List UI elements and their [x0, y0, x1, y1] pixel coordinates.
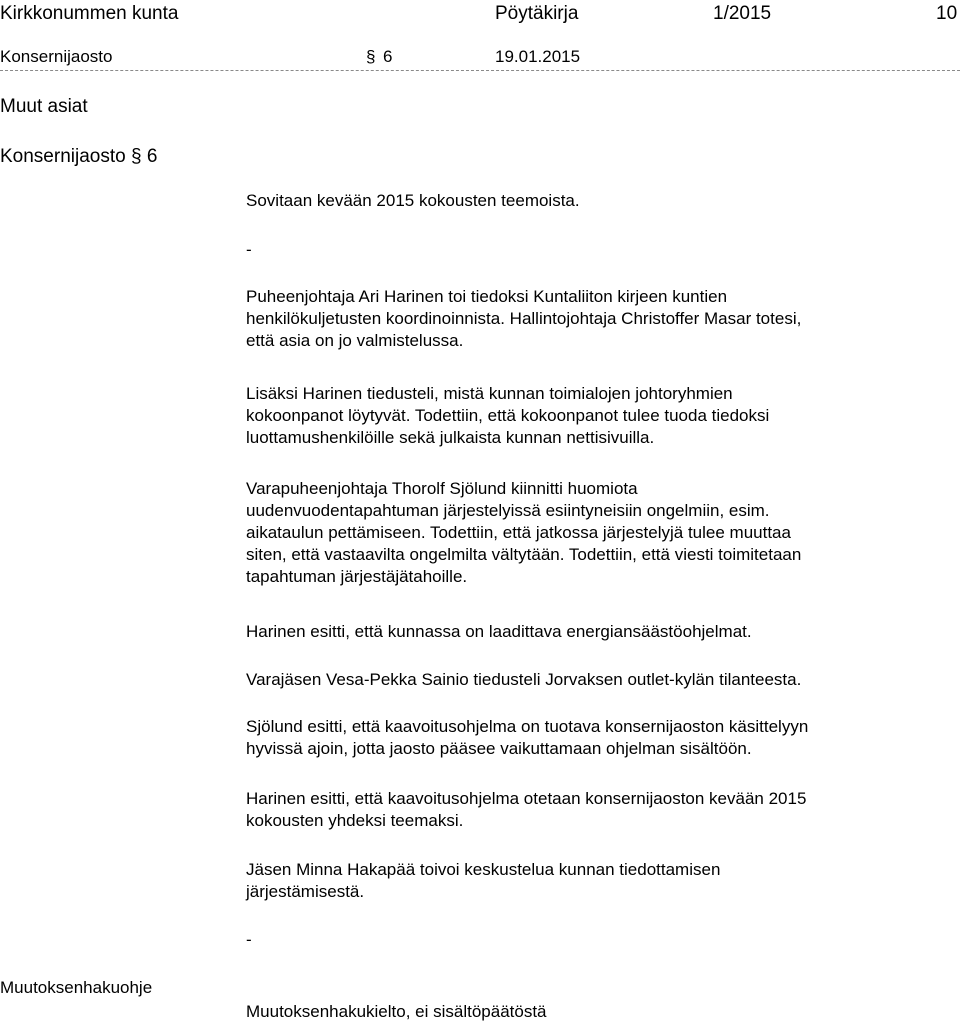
dash-separator: -: [246, 930, 252, 949]
paragraph-line: Sjölund esitti, että kaavoitusohjelma on tuotava konsernijaoston käsittelyyn: [246, 717, 809, 736]
appeal-instructions-value: Muutoksenhakukielto, ei sisältöpäätöstä: [246, 1002, 547, 1021]
paragraph: [246, 383, 958, 449]
paragraph-line: Varapuheenjohtaja Thorolf Sjölund kiinnitti huomiota: [246, 479, 638, 498]
paragraph: [246, 669, 958, 691]
dash-separator: -: [246, 240, 252, 259]
meeting-date: 19.01.2015: [495, 47, 581, 66]
section-subtitle: Konsernijaosto § 6: [0, 146, 158, 167]
paragraph: [246, 716, 958, 760]
paragraph-line: aikataulun pettämiseen. Todettiin, että jatkossa järjestelyjä tulee muuttaa: [246, 523, 791, 542]
paragraph: [246, 478, 958, 588]
section-title: Muut asiat: [0, 96, 88, 117]
document-type: Pöytäkirja: [495, 3, 579, 24]
paragraph-line: tapahtuman järjestäjätahoille.: [246, 567, 468, 586]
body-name: Konsernijaosto: [0, 47, 113, 66]
paragraph: [246, 621, 958, 643]
paragraph-line: Harinen esitti, että kaavoitusohjelma otetaan konsernijaoston kevään 2015: [246, 789, 807, 808]
paragraph-line: siten, että vastaavilta ongelmilta vältytään. Todettiin, että viesti toimitetaan: [246, 545, 802, 564]
intro-text: Sovitaan kevään 2015 kokousten teemoista.: [246, 191, 580, 210]
paragraph: [246, 859, 958, 903]
paragraph-line: henkilökuljetusten koordinoinnista. Hallintojohtaja Christoffer Masar totesi,: [246, 309, 802, 328]
paragraph-line: Harinen esitti, että kunnassa on laadittava energiansäästöohjelmat.: [246, 622, 752, 641]
header-divider: [0, 70, 960, 71]
paragraph-line: Varajäsen Vesa-Pekka Sainio tiedusteli Jorvaksen outlet-kylän tilanteesta.: [246, 670, 802, 689]
paragraph-line: kokousten yhdeksi teemaksi.: [246, 811, 464, 830]
section-mark: §: [366, 47, 376, 66]
paragraph-line: kokoonpanot löytyvät. Todettiin, että kokoonpanot tulee tuoda tiedoksi: [246, 406, 770, 425]
page-number: 10: [936, 3, 958, 24]
appeal-instructions-label: Muutoksenhakuohje: [0, 978, 153, 997]
paragraph-line: järjestämisestä.: [246, 882, 365, 901]
paragraph-line: luottamushenkilöille sekä julkaista kunnan nettisivuilla.: [246, 428, 655, 447]
municipality-name: Kirkkonummen kunta: [0, 3, 179, 24]
paragraph-line: Puheenjohtaja Ari Harinen toi tiedoksi Kuntaliiton kirjeen kuntien: [246, 287, 728, 306]
paragraph-line: Jäsen Minna Hakapää toivoi keskustelua kunnan tiedottamisen: [246, 860, 721, 879]
paragraph-line: Lisäksi Harinen tiedusteli, mistä kunnan toimialojen johtoryhmien: [246, 384, 733, 403]
section-number: 6: [383, 47, 393, 66]
paragraph-line: hyvissä ajoin, jotta jaosto pääsee vaikuttamaan ohjelman sisältöön.: [246, 739, 752, 758]
document-number: 1/2015: [713, 3, 772, 24]
paragraph-line: uudenvuodentapahtuman järjestelyissä esiintyneisiin ongelmiin, esim.: [246, 501, 770, 520]
paragraph-line: että asia on jo valmistelussa.: [246, 331, 464, 350]
paragraph: [246, 788, 958, 832]
paragraph: [246, 286, 958, 352]
